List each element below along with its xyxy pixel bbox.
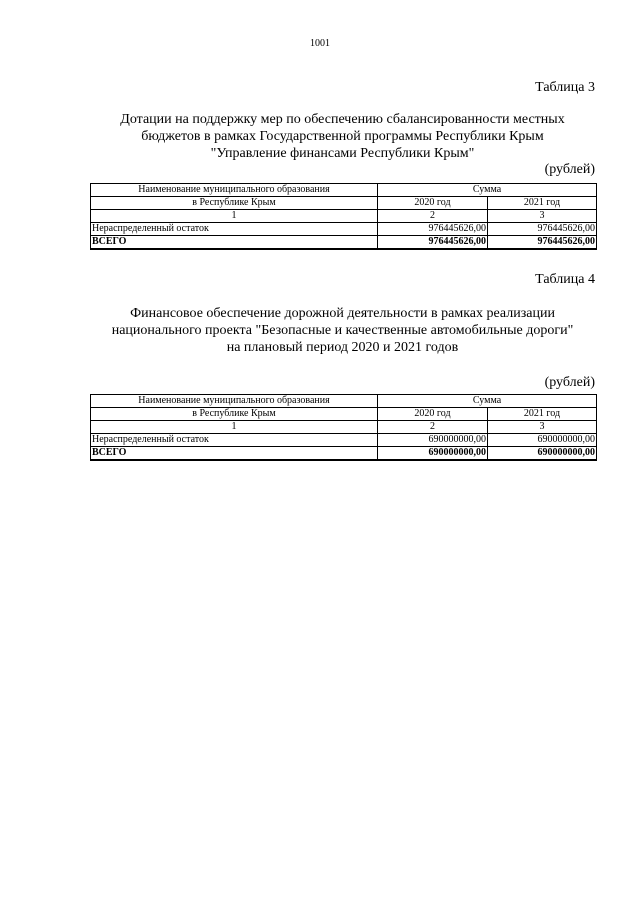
header-sum: Сумма [378,395,597,408]
total-value-2021: 690000000,00 [488,447,597,461]
col-number: 3 [488,210,597,223]
total-row [91,447,597,461]
title-line: национального проекта "Безопасные и качественные автомобильные дороги" [111,323,574,338]
row-value-2021: 976445626,00 [488,223,597,236]
header-year1: 2020 год [378,197,488,210]
col-number: 3 [488,421,597,434]
header-row [91,408,597,421]
table-row [91,223,597,236]
title-line: на плановый период 2020 и 2021 годов [226,340,459,355]
table-3-title [90,111,595,162]
total-row [91,236,597,250]
col-number: 1 [91,210,378,223]
total-name: ВСЕГО [91,447,378,461]
row-value-2020: 690000000,00 [378,434,488,447]
title-line: Дотации на поддержку мер по обеспечению сбалансированности местных [120,112,565,127]
title-line: бюджетов в рамках Государственной программы Республики Крым [141,129,544,144]
table-row [91,434,597,447]
row-value-2020: 976445626,00 [378,223,488,236]
row-name: Нераспределенный остаток [91,434,378,447]
header-sum: Сумма [378,184,597,197]
table-4 [90,394,597,461]
table-4-units: (рублей) [544,375,595,390]
table-3-units: (рублей) [544,162,595,177]
row-value-2021: 690000000,00 [488,434,597,447]
total-value-2021: 976445626,00 [488,236,597,250]
header-name-line2: в Республике Крым [91,408,378,421]
total-value-2020: 976445626,00 [378,236,488,250]
header-year1: 2020 год [378,408,488,421]
title-line: Финансовое обеспечение дорожной деятельности в рамках реализации [130,306,555,321]
header-name-line1: Наименование муниципального образования [91,395,378,408]
col-number: 2 [378,421,488,434]
col-number: 1 [91,421,378,434]
total-value-2020: 690000000,00 [378,447,488,461]
col-number: 2 [378,210,488,223]
page-number: 1001 [310,38,330,49]
table-3 [90,183,597,250]
table-3-label: Таблица 3 [535,80,595,95]
header-row [91,395,597,408]
total-name: ВСЕГО [91,236,378,250]
table-4-title [90,305,595,356]
header-name-line2: в Республике Крым [91,197,378,210]
header-name-line1: Наименование муниципального образования [91,184,378,197]
header-year2: 2021 год [488,197,597,210]
row-name: Нераспределенный остаток [91,223,378,236]
header-row [91,184,597,197]
title-line: "Управление финансами Республики Крым" [210,146,475,161]
header-year2: 2021 год [488,408,597,421]
table-4-label: Таблица 4 [535,272,595,287]
header-row [91,197,597,210]
column-number-row [91,210,597,223]
column-number-row [91,421,597,434]
